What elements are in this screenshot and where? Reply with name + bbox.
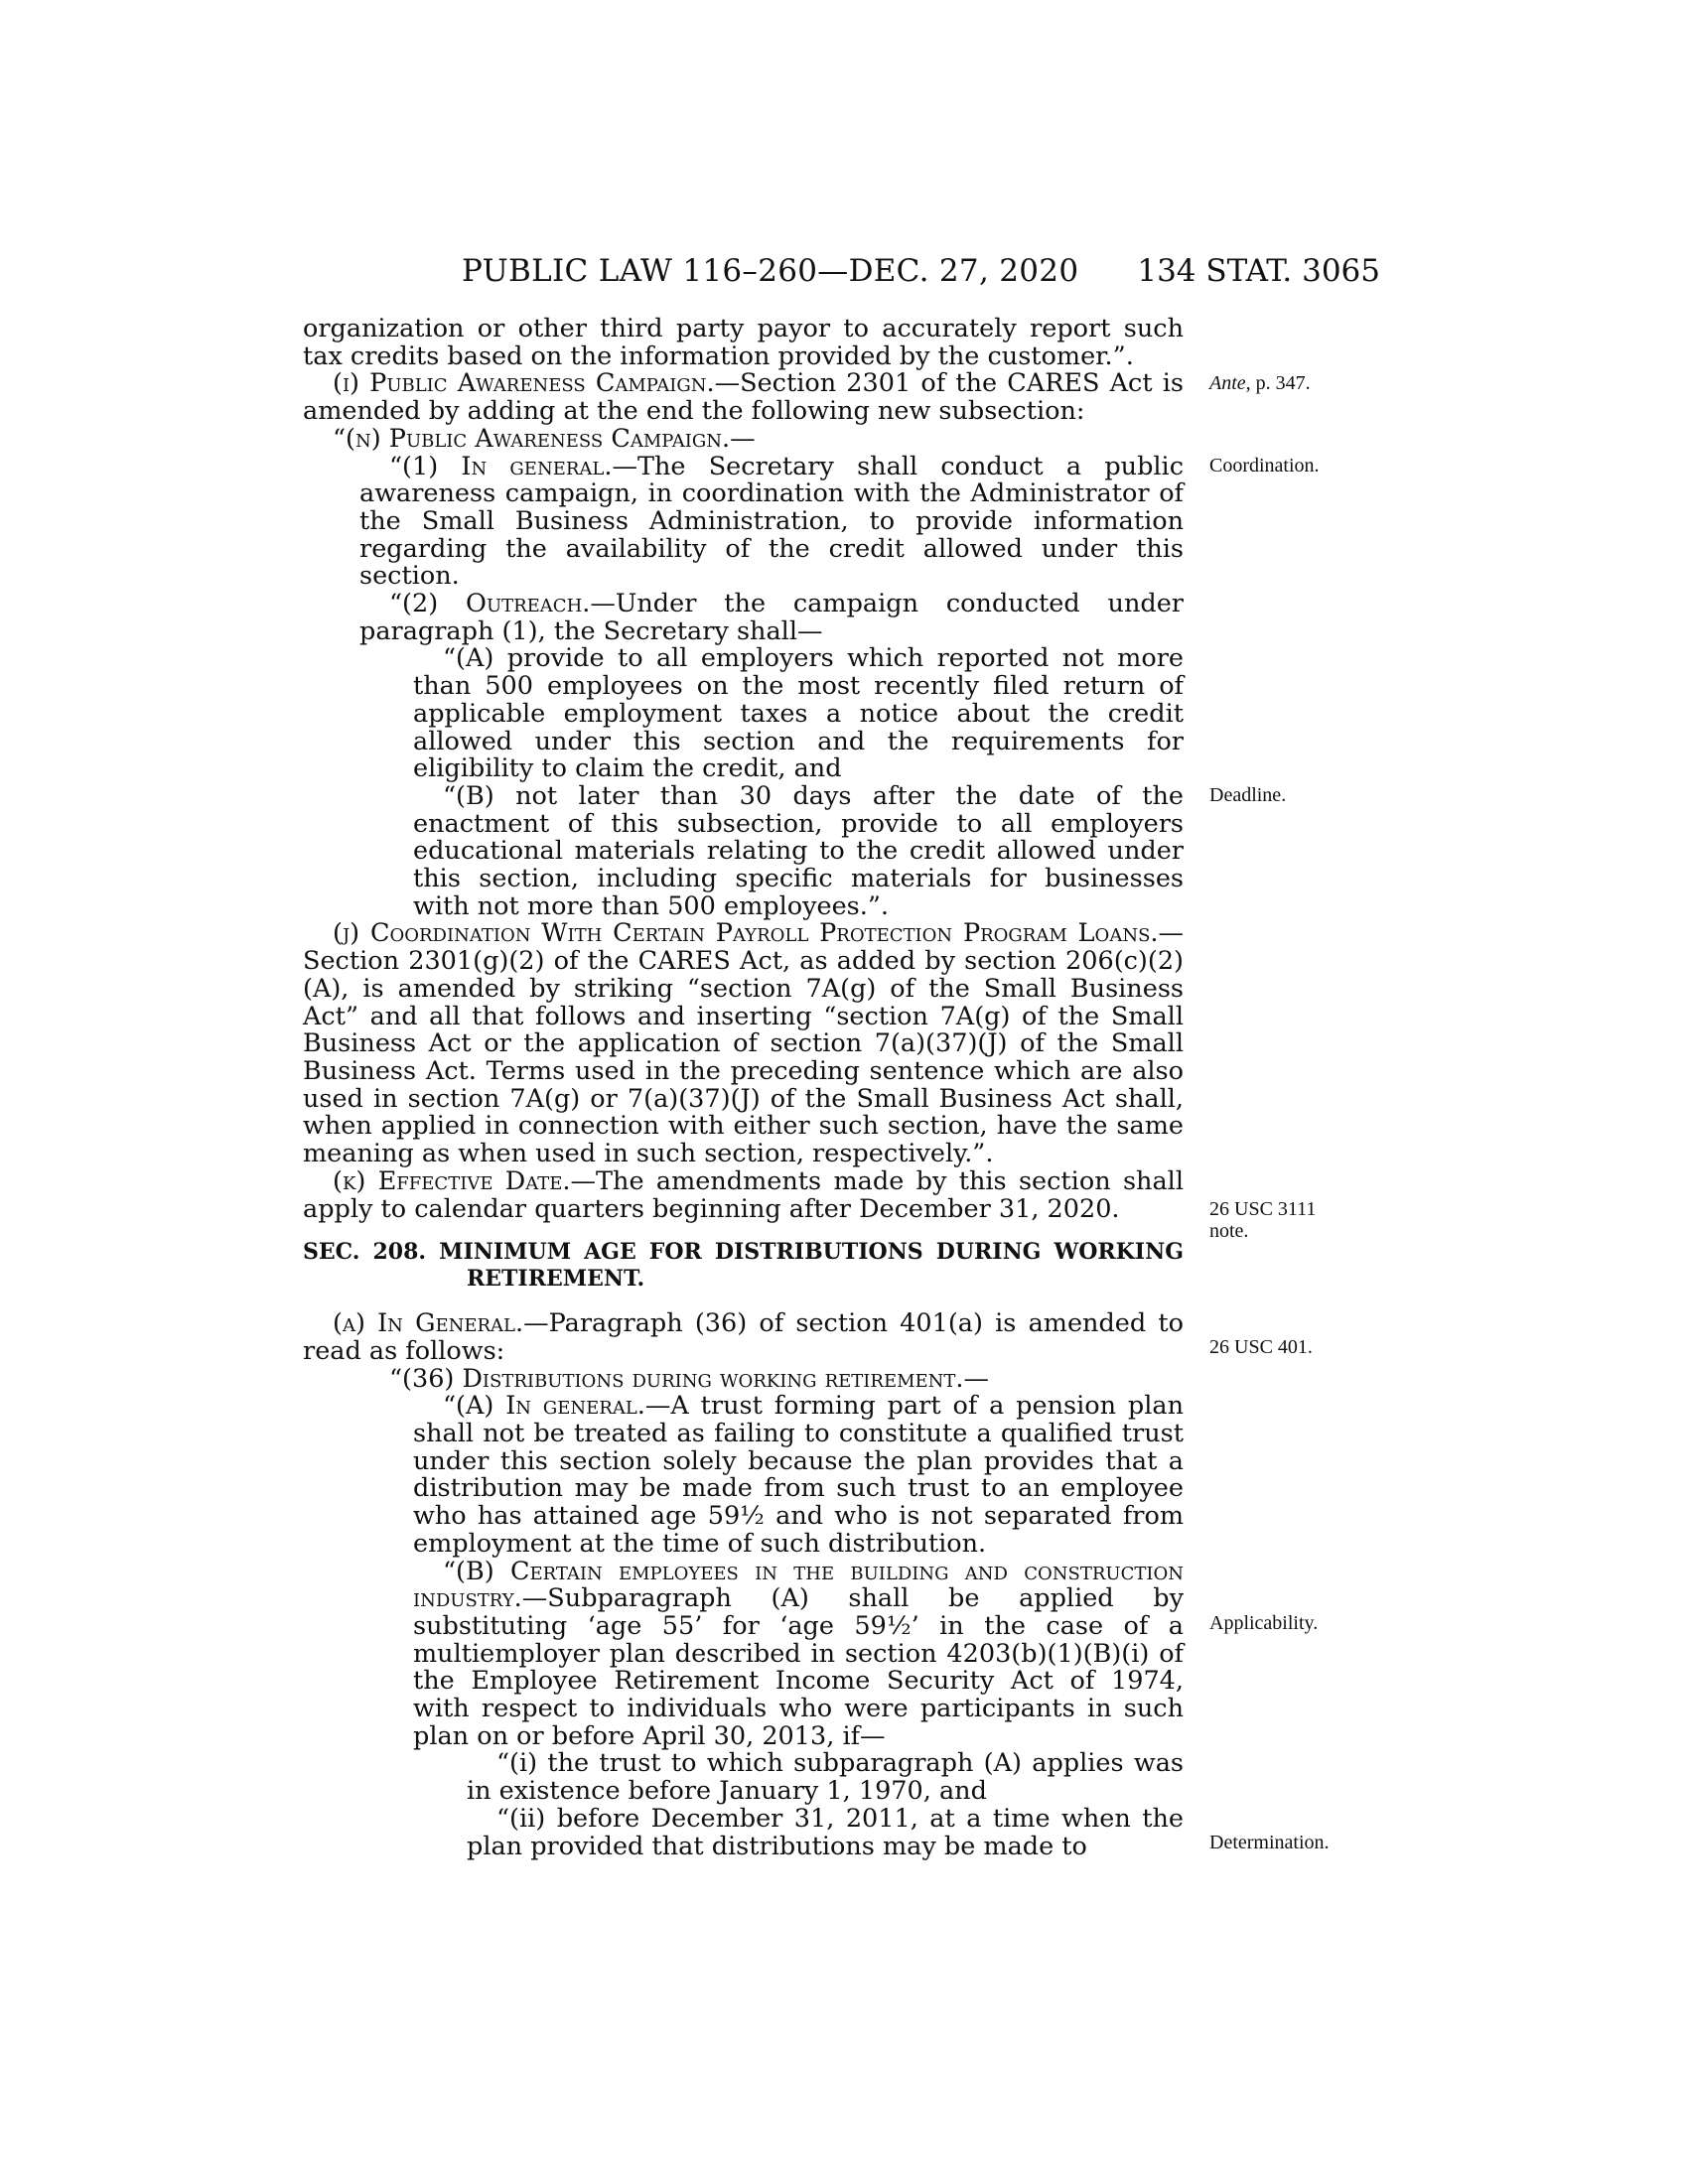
subsection-a: (a) In General.—Paragraph (36) of section 401(a) is amended to read as follows:	[303, 1308, 1184, 1366]
clause-i: “(i) the trust to which subparagraph (A) applies was in existence before January 1, 1970, and	[467, 1748, 1184, 1807]
paragraph-1: “(1) In general.—The Secretary shall conduct a public awareness campaign, in coordination with the Administrator of the Small Business Administration, to provide information regarding the availability of the credit allowed under this section.	[359, 451, 1184, 592]
paragraph-2: “(2) Outreach.—Under the campaign conducted under paragraph (1), the Secretary shall—	[359, 589, 1184, 646]
paragraph-36-a: “(A) In general.—A trust forming part of a pension plan shall not be treated as failing to constitute a qualified trust under this section solely because the plan provides that a distribution may be made from such trust to an employee who has attained age 59½ and who is not separated from employment at the time of such distribution.	[413, 1391, 1184, 1559]
clause-ii: “(ii) before December 31, 2011, at a time when the plan provided that distributions may be made to	[467, 1803, 1184, 1861]
margin-note-deadline: Deadline.	[1209, 784, 1287, 806]
paragraph-36: “(36) Distributions during working retirement.—	[389, 1363, 990, 1394]
margin-note-determination: Determination.	[1209, 1832, 1330, 1853]
subsection-n: “(n) Public Awareness Campaign.—	[333, 423, 756, 454]
subparagraph-b: “(B) not later than 30 days after the date of the enactment of this subsection, provide to all employers educational materials relating to the credit allowed under this section, including specific materials for businesses with not more than 500 employees.”.	[413, 780, 1184, 921]
margin-note-usc-3111: 26 USC 3111 note.	[1209, 1198, 1317, 1242]
section-heading: SEC. 208. MINIMUM AGE FOR DISTRIBUTIONS DURING WORKING RETIREMENT.	[303, 1239, 1184, 1293]
running-head: PUBLIC LAW 116–260—DEC. 27, 2020	[462, 253, 1079, 289]
margin-note-coordination: Coordination.	[1209, 455, 1320, 477]
page-header	[303, 253, 1380, 293]
margin-note-applicability: Applicability.	[1209, 1612, 1319, 1634]
subsection-k: (k) Effective Date.—The amendments made by this section shall apply to calendar quarters beginning after December 31, 2020.	[303, 1165, 1184, 1224]
page-body	[303, 316, 1184, 1860]
margin-note-ante: Ante, p. 347.	[1209, 372, 1311, 394]
stat-reference: 134 STAT. 3065	[1137, 253, 1380, 289]
margin-note-usc-401: 26 USC 401.	[1209, 1336, 1313, 1358]
subparagraph-a: “(A) provide to all employers which reported not more than 500 employees on the most recently filed return of applicable employment taxes a notice about the credit allowed under this section and the requirements for eligibility to claim the credit, and	[413, 643, 1184, 784]
subsection-j: (j) Coordination With Certain Payroll Protection Program Loans.—Section 2301(g)(2) of the CARES Act, as added by section 206(c)(2)(A), is amended by striking “section 7A(g) of the Small Business Act” and all that follows and inserting “section 7A(g) of the Small Business Act or the application of section 7(a)(37)(J) of the Small Business Act. Terms used in the preceding sentence which are also used in section 7A(g) or 7(a)(37)(J) of the Small Business Act shall, when applied in connection with either such section, have the same meaning as when used in such section, respectively.”.	[303, 918, 1184, 1169]
paragraph-36-b: “(B) Certain employees in the building and construction industry.—Subparagraph (A) shall be applied by substituting ‘age 55’ for ‘age 59½’ in the case of a multiemployer plan described in section 4203(b)(1)(B)(i) of the Employee Retirement Income Security Act of 1974, with respect to individuals who were participants in such plan on or before April 30, 2013, if—	[413, 1556, 1184, 1751]
subsection-i: (i) Public Awareness Campaign.—Section 2301 of the CARES Act is amended by adding at the end the following new subsection:	[303, 368, 1185, 427]
paragraph-continuation: organization or other third party payor to accurately report such tax credits based on the information provided by the customer.”.	[303, 314, 1184, 371]
